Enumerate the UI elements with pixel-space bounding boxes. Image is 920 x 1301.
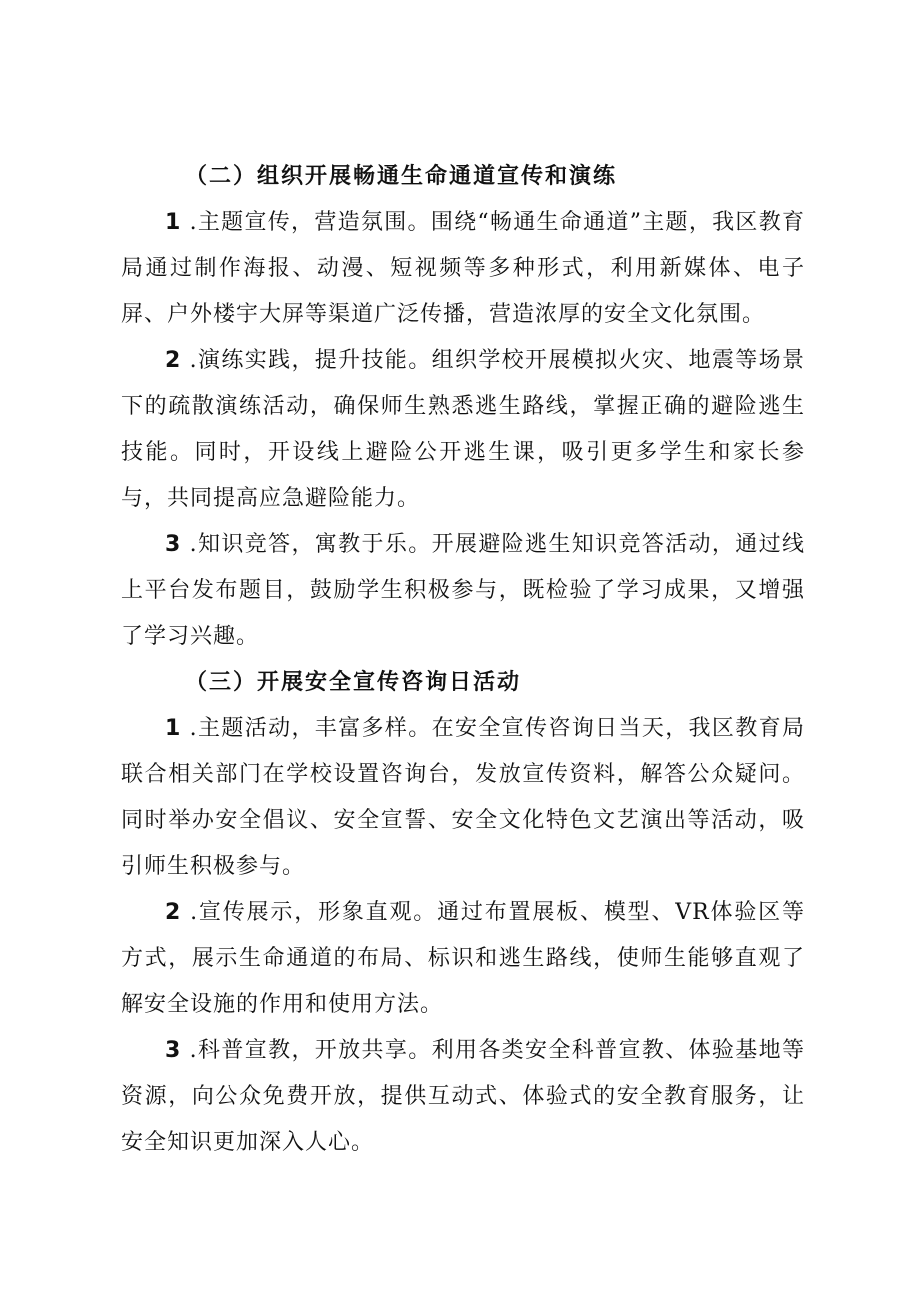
- document-body: [121, 154, 805, 1166]
- paragraph-text: .宣传展示，形象直观。通过布置展板、模型、VR体验区等方式，展示生命通道的布局、标识和逃生路线，使师生能够直观了解安全设施的作用和使用方法。: [121, 900, 805, 1017]
- item-number: 2: [165, 900, 182, 925]
- paragraph-text: .主题活动，丰富多样。在安全宣传咨询日当天，我区教育局联合相关部门在学校设置咨询台，发放宣传资料，解答公众疑问。同时举办安全倡议、安全宣誓、安全文化特色文艺演出等活动，吸引师生积极参与。: [121, 716, 805, 879]
- item-number: 3: [165, 532, 182, 557]
- item-number: 1: [165, 210, 182, 235]
- paragraph-2-2: [121, 338, 805, 522]
- paragraph-text: .演练实践，提升技能。组织学校开展模拟火灾、地震等场景下的疏散演练活动，确保师生熟悉逃生路线，掌握正确的避险逃生技能。同时，开设线上避险公开逃生课，吸引更多学生和家长参与，共同提高应急避险能力。: [121, 348, 805, 511]
- paragraph-2-3: [121, 522, 805, 660]
- paragraph-3-3: [121, 1028, 805, 1166]
- paragraph-3-1: [121, 706, 805, 890]
- section-heading-2: （二）组织开展畅通生命通道宣传和演练: [185, 164, 618, 189]
- paragraph-text: .主题宣传，营造氛围。围绕“畅通生命通道”主题，我区教育局通过制作海报、动漫、短视频等多种形式，利用新媒体、电子屏、户外楼宇大屏等渠道广泛传播，营造浓厚的安全文化氛围。: [121, 210, 805, 327]
- paragraph-text: .科普宣教，开放共享。利用各类安全科普宣教、体验基地等资源，向公众免费开放，提供互动式、体验式的安全教育服务，让安全知识更加深入人心。: [121, 1038, 805, 1155]
- item-number: 2: [165, 348, 182, 373]
- item-number: 1: [165, 716, 182, 741]
- paragraph-text: .知识竞答，寓教于乐。开展避险逃生知识竞答活动，通过线上平台发布题目，鼓励学生积极参与，既检验了学习成果，又增强了学习兴趣。: [121, 532, 805, 649]
- paragraph-3-2: [121, 890, 805, 1028]
- paragraph-2-1: [121, 200, 805, 338]
- section-heading-3: （三）开展安全宣传咨询日活动: [185, 670, 522, 695]
- item-number: 3: [165, 1038, 182, 1063]
